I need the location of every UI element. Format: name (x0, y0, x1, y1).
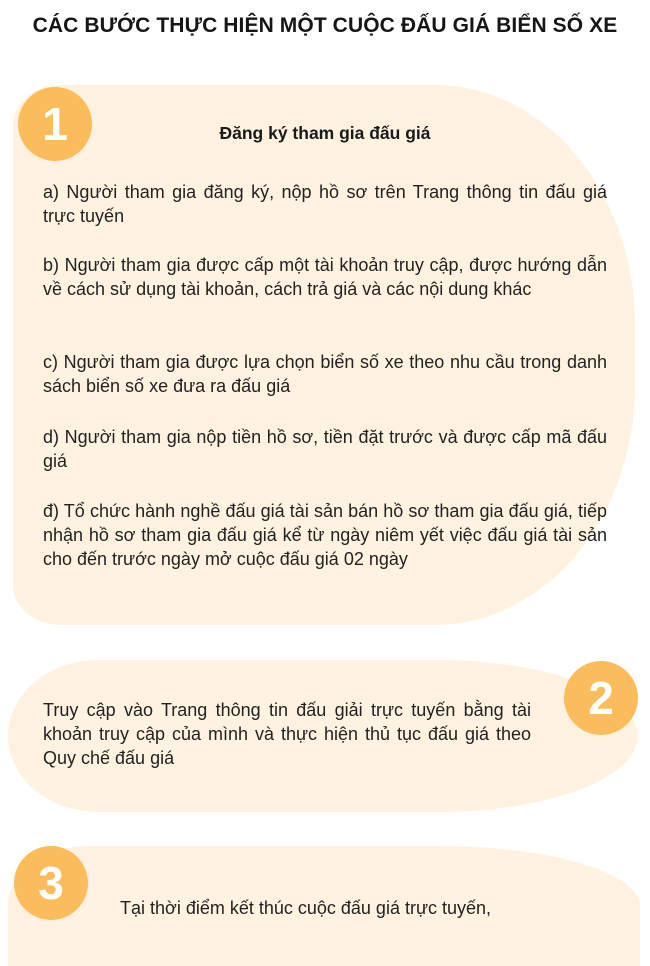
step-1-title: Đăng ký tham gia đấu giá (219, 123, 431, 143)
step-1-item-b: b) Người tham gia được cấp một tài khoản truy cập, được hướng dẫn về cách sử dụng tài khoản, cách trả giá và các nội dung khác (43, 255, 607, 299)
step-3-text: Tại thời điểm kết thúc cuộc đấu giá trực tuyến, (120, 898, 492, 918)
step-3-number-badge: 3 (14, 846, 88, 920)
step-1-item-c: c) Người tham gia được lựa chọn biển số xe theo nhu cầu trong danh sách biển số xe đưa ra đấu giá (43, 352, 607, 396)
step-2-number-badge: 2 (564, 661, 638, 735)
step-2-text: Truy cập vào Trang thông tin đấu giải trực tuyến bằng tài khoản truy cập của mình và thực hiện thủ tục đấu giá theo Quy chế đấu giá (43, 700, 531, 768)
step-1-item-dd: đ) Tổ chức hành nghề đấu giá tài sản bán hồ sơ tham gia đấu giá, tiếp nhận hồ sơ tham gia đấu giá kể từ ngày niêm yết việc đấu giá tài sản cho đến trước ngày mở cuộc đấu giá 02 ngày (43, 501, 607, 569)
step-1-item-a: a) Người tham gia đăng ký, nộp hồ sơ trên Trang thông tin đấu giá trực tuyến (43, 182, 607, 226)
page-title: CÁC BƯỚC THỰC HIỆN MỘT CUỘC ĐẤU GIÁ BIỂN SỐ XE (32, 14, 618, 37)
step-1-number-badge: 1 (18, 87, 92, 161)
step-1-item-d: d) Người tham gia nộp tiền hồ sơ, tiền đặt trước và được cấp mã đấu giá (43, 427, 607, 471)
